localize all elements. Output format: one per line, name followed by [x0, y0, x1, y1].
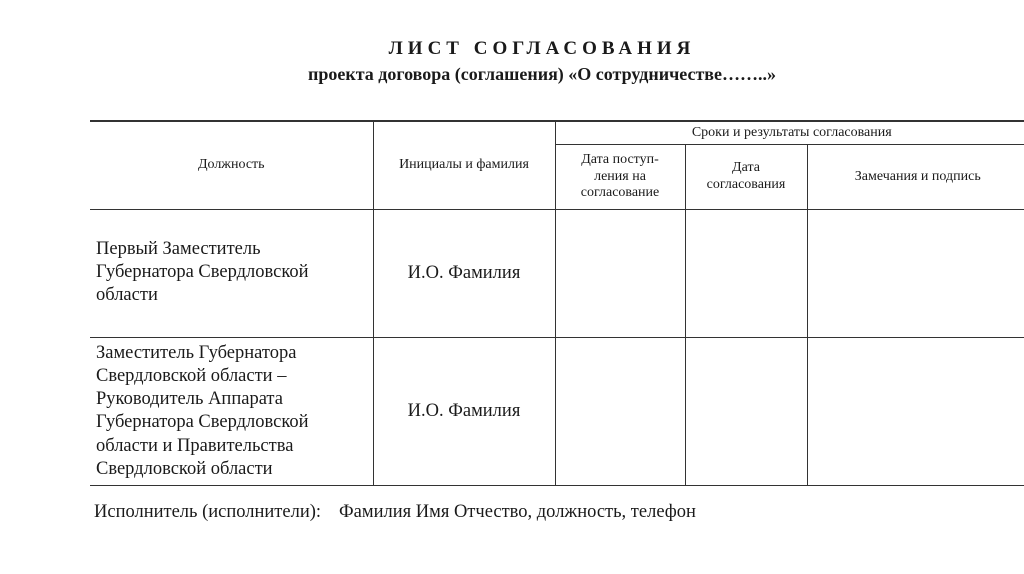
row-received-date	[555, 338, 685, 486]
header-remarks: Замечания и подпись	[807, 145, 1024, 210]
row-received-date	[555, 210, 685, 338]
row-approval-date	[685, 338, 807, 486]
row-name: И.О. Фамилия	[373, 338, 555, 486]
executor-value: Фамилия Имя Отчество, должность, телефон	[339, 502, 696, 522]
row-remarks	[807, 338, 1024, 486]
header-approval-group: Сроки и результаты согласования	[555, 121, 1024, 145]
document-title: ЛИСТ СОГЛАСОВАНИЯ	[388, 38, 696, 59]
row-position: Первый Заместитель Губернатора Свердловской области	[90, 210, 373, 338]
table-row	[90, 338, 1024, 486]
header-position: Должность	[90, 121, 373, 210]
document-subtitle: проекта договора (соглашения) «О сотрудничестве……..»	[308, 64, 776, 84]
row-remarks	[807, 210, 1024, 338]
table-header-row	[90, 121, 1024, 145]
row-position: Заместитель Губернатора Свердловской области – Руководитель Аппарата Губернатора Свердловской области и Правительства Свердловской области	[90, 338, 373, 486]
approval-table	[90, 120, 1024, 486]
executor-label: Исполнитель (исполнители):	[94, 502, 322, 522]
row-name: И.О. Фамилия	[373, 210, 555, 338]
header-name: Инициалы и фамилия	[373, 121, 555, 210]
executor-line	[94, 502, 696, 523]
header-approval-date: Дата согласования	[685, 145, 807, 210]
header-received-date: Дата поступ- ления на согласование	[555, 145, 685, 210]
table-row	[90, 210, 1024, 338]
row-approval-date	[685, 210, 807, 338]
